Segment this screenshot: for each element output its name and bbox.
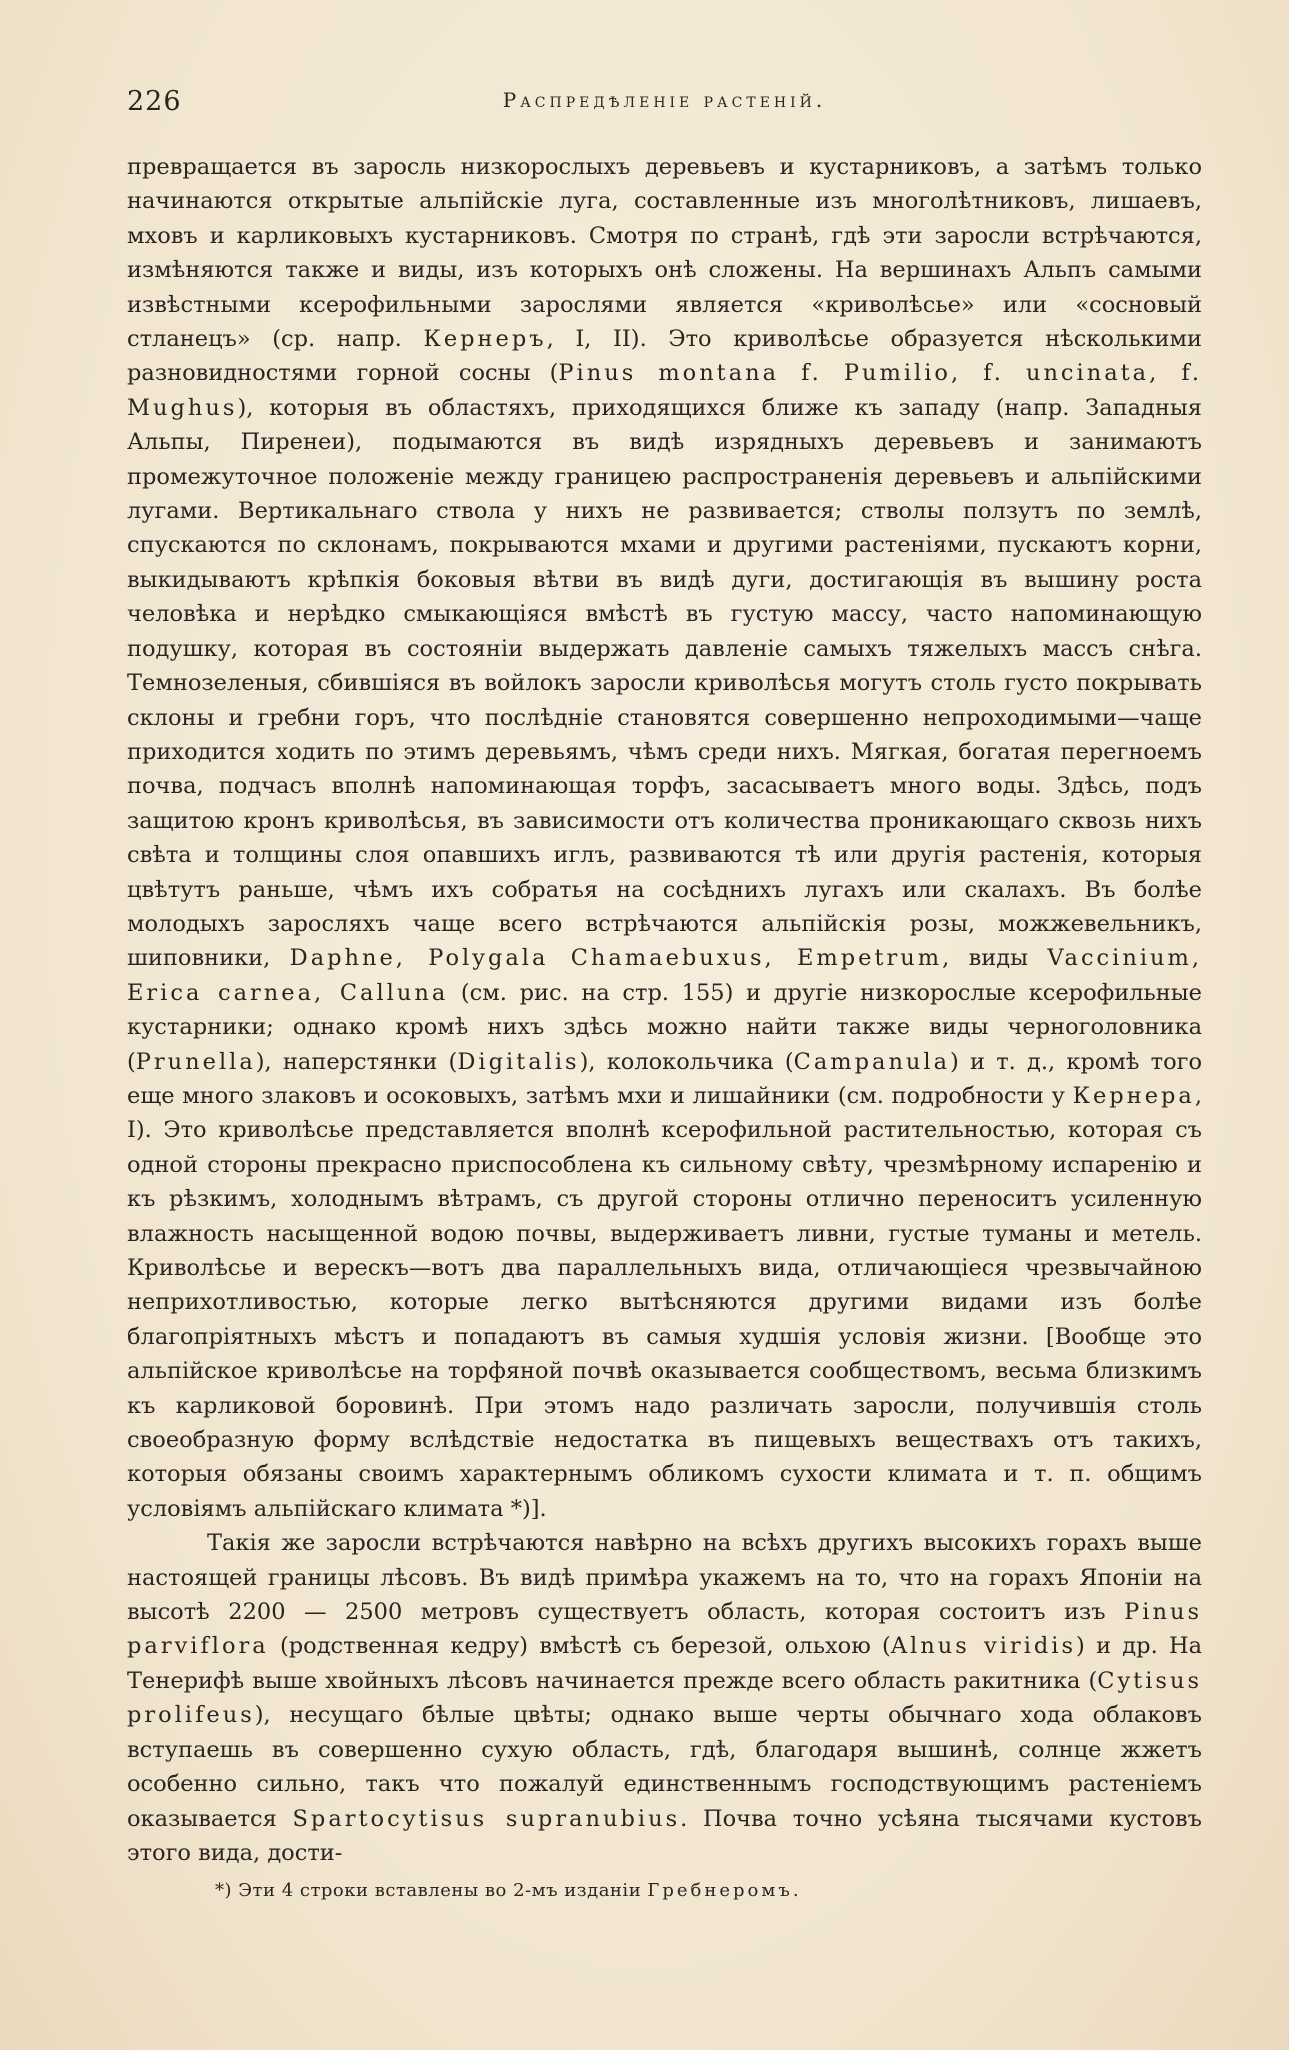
text-run: ), которыя въ областяхъ, приходящихся ближе къ западу (напр. Западныя Альпы, Пиренеи), подымаются въ видѣ изрядныхъ деревьевъ и занимаютъ промежуточное положеніе между границею распространенія деревьевъ и альпійскими лугами. Вертикальнаго ствола у нихъ не развивается; стволы ползутъ по землѣ, спускаются по склонамъ, покрываются мхами и другими растеніями, пускаютъ корни, выкидываютъ крѣпкія боковыя вѣтви въ видѣ дуги, достигающія въ вышину роста человѣка и нерѣдко смыкающіяся вмѣстѣ въ густую массу, часто напоминающую подушку, которая въ состояніи выдержать давленіе самыхъ тяжелыхъ массъ снѣга. Темнозеленыя, сбившіяся въ войлокъ заросли криволѣсья могутъ столь густо покрывать склоны и гребни горъ, что послѣдніе становятся совершенно непроходимыми—чаще приходится ходить по этимъ деревьямъ, чѣмъ среди нихъ. Мягкая, богатая перегноемъ почва, подчасъ вполнѣ напоминающая торфъ, засасываетъ много воды. Здѣсь, подъ защитою кронъ криволѣсья, въ зависимости отъ количества проникающаго сквозь нихъ свѣта и толщины слоя опавшихъ иглъ, развиваются тѣ или другія растенія, которыя цвѣтутъ раньше, чѣмъ ихъ собратья на сосѣднихъ лугахъ или скалахъ. Въ болѣе молодыхъ заросляхъ чаще всего встрѣчаются альпійскія розы, можжевельникъ, шиповники, <box>127 394 1202 972</box>
paragraph-2 <box>127 1526 1202 1870</box>
footnote <box>215 1880 799 1901</box>
spaced-name: Campanula <box>793 1048 951 1075</box>
spaced-name: Prunella <box>135 1048 256 1075</box>
spaced-name: Pinus parviflora <box>127 1599 1202 1660</box>
body-text <box>127 150 1202 1870</box>
spaced-name: Digitalis <box>457 1048 580 1075</box>
paragraph-1 <box>127 150 1202 1526</box>
footnote-prefix: *) Эти 4 строки вставлены во 2-мъ изданіи <box>215 1880 648 1901</box>
footnote-name: Гребнеромъ <box>647 1880 793 1901</box>
text-run: , I, II). Это криволѣсье образуется нѣсколькими разновидностями горной сосны ( <box>127 326 1202 387</box>
text-run: , виды <box>942 945 1048 972</box>
spaced-name: Alnus viridis <box>890 1633 1077 1660</box>
text-run: Такія же заросли встрѣчаются навѣрно на всѣхъ другихъ высокихъ горахъ выше настоящей границы лѣсовъ. Въ видѣ примѣра укажемъ на то, что на горахъ Японіи на высотѣ 2200 — 2500 метровъ существуетъ область, которая состоитъ изъ <box>127 1530 1202 1626</box>
spaced-name: Cytisus prolifeus <box>127 1667 1202 1729</box>
text-run: ) и т. д., кромѣ того еще много злаковъ и осоковыхъ, затѣмъ мхи и лишайники (см. подробности у <box>127 1048 1203 1109</box>
spaced-name: Кернеръ <box>423 326 547 353</box>
text-run: (родственная кедру) вмѣстѣ съ березой, ольхою ( <box>268 1633 891 1660</box>
footnote-suffix: . <box>792 1880 800 1901</box>
spaced-name: Pinus montana f. Pumilio, f. uncinata, f. Mughus <box>127 360 1202 421</box>
text-run: превращается въ заросль низкорослыхъ деревьевъ и кустарниковъ, а затѣмъ только начинаются открытые альпійскіе луга, составленные изъ многолѣтниковъ, лишаевъ, мховъ и карликовыхъ кустарниковъ. Смотря по странѣ, гдѣ эти заросли встрѣчаются, измѣняются также и виды, изъ которыхъ онѣ сложены. На вершинахъ Альпъ самыми извѣстными ксерофильными зарослями является «криволѣсье» или «сосновый стланецъ» (ср. напр. <box>127 154 1202 353</box>
running-title: Распредѣленіе растеній. <box>502 88 827 112</box>
spaced-name: Daphne, Polygala Chamaebuxus, Empetrum <box>289 945 943 972</box>
text-run: ), наперстянки ( <box>255 1048 458 1075</box>
text-run: ), колокольчика ( <box>579 1048 794 1075</box>
text-run: ), несущаго бѣлые цвѣты; однако выше черты обычнаго хода облаковъ вступаешь въ совершенно сухую область, гдѣ, благодаря вышинѣ, солнце жжетъ особенно сильно, такъ что пожалуй единственнымъ господствующимъ растеніемъ оказывается <box>127 1702 1202 1832</box>
page-header <box>127 86 1202 126</box>
spaced-name: Кернера <box>1072 1082 1195 1109</box>
text-run: ) и др. На Тенерифѣ выше хвойныхъ лѣсовъ начинается прежде всего область ракитника ( <box>127 1633 1202 1694</box>
spaced-name: Vaccinium, Erica carnea, Calluna <box>127 945 1203 1006</box>
text-run: . Почва точно усѣяна тысячами кустовъ этого вида, дости- <box>127 1805 1202 1866</box>
text-run: (см. рис. на стр. 155) и другіе низкорослые ксерофильные кустарники; однако кромѣ нихъ здѣсь можно найти также виды черноголовника ( <box>127 979 1202 1075</box>
text-run: , I). Это криволѣсье представляется вполнѣ ксерофильной растительностью, которая съ одной стороны прекрасно приспособлена къ сильному свѣту, чрезмѣрному испаренію и къ рѣзкимъ, холоднымъ вѣтрамъ, съ другой стороны отлично переноситъ усиленную влажность насыщенной водою почвы, выдерживаетъ ливни, густые туманы и метель. Криволѣсье и верескъ—вотъ два параллельныхъ вида, отличающіеся чрезвычайною неприхотливостью, которые легко вытѣсняются другими видами изъ болѣе благопріятныхъ мѣстъ и попадаютъ въ самыя худшія условія жизни. [Вообще это альпійское криволѣсье на торфяной почвѣ оказывается сообществомъ, весьма близкимъ къ карликовой боровинѣ. При этомъ надо различать заросли, получившія столь своеобразную форму вслѣдствіе недостатка въ пищевыхъ веществахъ отъ такихъ, которыя обязаны своимъ характернымъ обликомъ сухости климата и т. п. общимъ условіямъ альпійскаго климата *)]. <box>127 1082 1202 1522</box>
spaced-name: Spartocytisus supranubius <box>292 1805 681 1832</box>
page-number: 226 <box>127 86 182 117</box>
